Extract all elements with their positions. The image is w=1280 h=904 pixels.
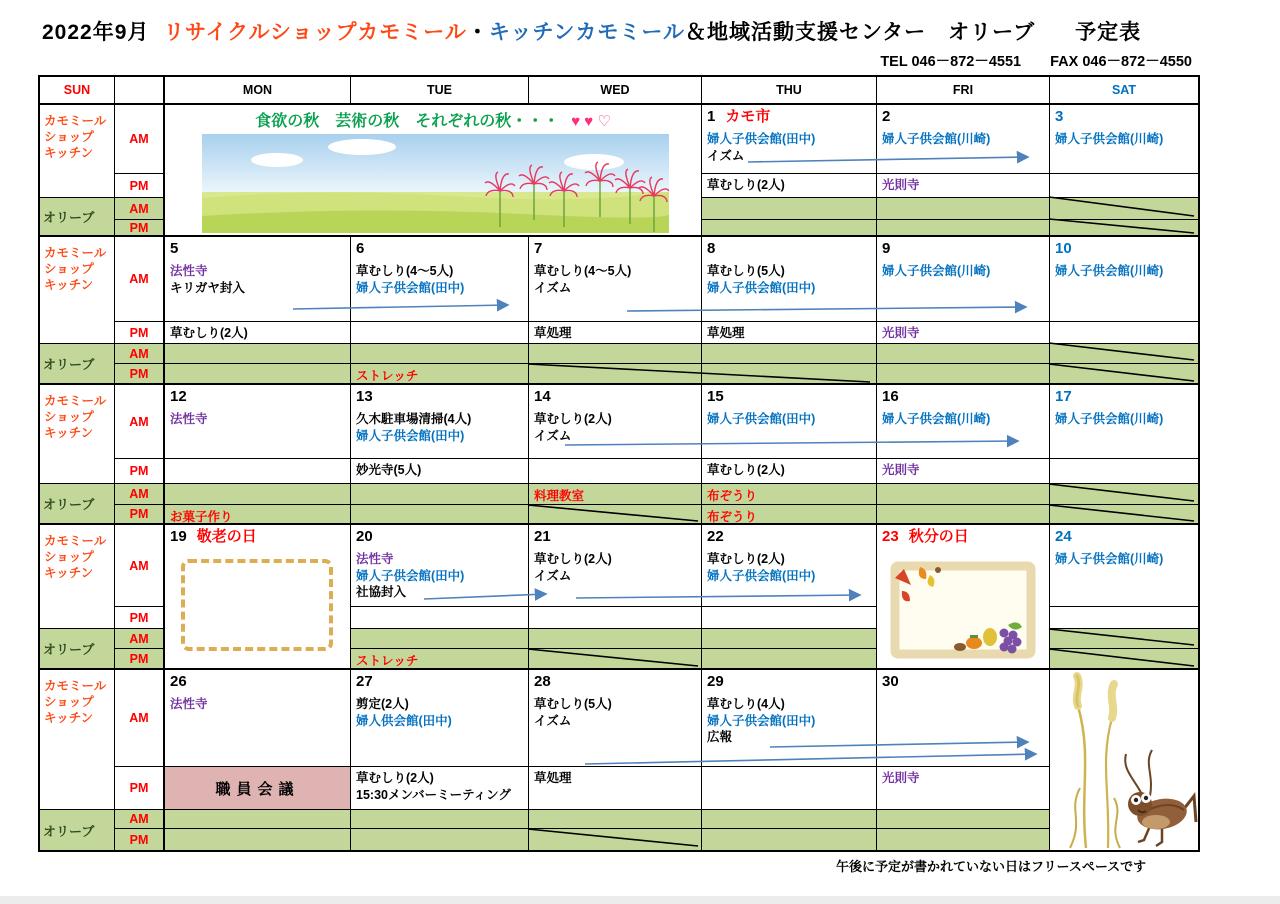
olive-cell — [702, 810, 877, 829]
header-wed: WED — [529, 77, 702, 105]
am-label: AM — [115, 344, 165, 364]
event-line: 草むしり(5人) — [534, 697, 612, 711]
autumn-banner: 食欲の秋 芸術の秋 それぞれの秋・・・ ♥ ♥ ♡ — [255, 113, 611, 130]
day-number: 29 — [707, 673, 724, 690]
day-cell-2-am — [877, 105, 1050, 174]
day-cell-12-pm — [165, 459, 351, 484]
olive-cell — [877, 829, 1050, 850]
olive-cell-crossed — [529, 505, 702, 525]
pm-label: PM — [115, 829, 165, 850]
olive-cell-crossed — [1050, 198, 1198, 220]
grain-frame-art — [181, 559, 333, 651]
olive-cell — [351, 364, 529, 385]
event-line: 草むしり(2人) — [534, 552, 612, 566]
day-number: 14 — [534, 388, 551, 405]
day-number: 13 — [356, 388, 373, 405]
page-title — [42, 16, 1141, 46]
footer-note: 午後に予定が書かれていない日はフリースペースです — [836, 859, 1147, 874]
olive-cell-crossed — [1050, 364, 1198, 385]
day-cell-7-am — [529, 237, 702, 322]
day-number: 3 — [1055, 108, 1064, 125]
day-cell-22-am — [702, 525, 877, 607]
event-line: 婦人子供会館(田中) — [707, 568, 816, 583]
am-label: AM — [115, 237, 165, 322]
pear-icon — [983, 628, 997, 646]
olive-cell-crossed — [1050, 629, 1198, 649]
event-line: 草むしり(2人) — [707, 463, 785, 477]
day-cell-23-holiday — [877, 525, 1050, 670]
event-label: カモ市 — [725, 108, 771, 125]
day-number: 6 — [356, 240, 365, 257]
event-line: 婦人子供会館(川崎) — [1055, 264, 1164, 278]
event-line: 社協封入 — [356, 585, 407, 599]
olive-cell — [351, 629, 529, 649]
olive-cell — [877, 198, 1050, 220]
event-line: 光則寺 — [882, 463, 920, 477]
day-cell-14-pm — [529, 459, 702, 484]
day-cell-30-pm — [877, 767, 1050, 810]
day-cell-2-pm — [877, 174, 1050, 198]
olive-cell-crossed — [529, 364, 702, 385]
title-shop2: キッチンカモミール — [488, 21, 685, 44]
olive-cell-crossed — [1050, 505, 1198, 525]
day-cell-30-am — [877, 670, 1050, 767]
day-number: 27 — [356, 673, 373, 690]
header-fri: FRI — [877, 77, 1050, 105]
olive-cell-crossed — [1050, 220, 1198, 237]
event-line: 草処理 — [534, 326, 572, 340]
day-number: 20 — [356, 528, 373, 545]
day-cell-5-pm — [165, 322, 351, 344]
week-label-kamomile: カモミール ショップ キッチン — [40, 670, 115, 810]
event-line: イズム — [707, 148, 745, 163]
week-label-olive: オリーブ — [40, 484, 115, 525]
event-line: 婦人子供会館(川崎) — [1055, 412, 1164, 426]
olive-cell-crossed — [529, 649, 702, 670]
event-line: 光則寺 — [882, 771, 920, 785]
day-number: 24 — [1055, 528, 1072, 545]
header-tue: TUE — [351, 77, 529, 105]
olive-cell — [702, 220, 877, 237]
day-cell-17-pm — [1050, 459, 1198, 484]
nut-icon — [954, 643, 966, 651]
olive-cell — [877, 344, 1050, 364]
olive-event: 布ぞうり — [707, 510, 758, 524]
week-label-kamomile: カモミール ショップ キッチン — [40, 385, 115, 484]
olive-cell — [702, 344, 877, 364]
event-line: イズム — [534, 713, 572, 728]
day-cell-20-pm — [351, 607, 529, 629]
day-cell-17-am — [1050, 385, 1198, 459]
olive-cell — [351, 484, 529, 505]
event-line: 草むしり(4人) — [707, 697, 785, 711]
day-number: 17 — [1055, 388, 1072, 405]
day-cell-19-holiday — [165, 525, 351, 670]
event-line: 法性寺 — [356, 552, 394, 566]
am-label: AM — [115, 198, 165, 220]
pm-label: PM — [115, 459, 165, 484]
day-cell-8-pm — [702, 322, 877, 344]
hearts-icon: ♥ ♥ ♡ — [571, 113, 611, 130]
olive-cell — [702, 198, 877, 220]
title-sep: ・ — [466, 21, 489, 44]
event-line: 婦人子供会館(田中) — [707, 412, 816, 426]
cloud-icon — [564, 154, 624, 170]
persimmon-icon — [966, 637, 982, 649]
event-line: 婦人子供会館(川崎) — [1055, 132, 1164, 146]
acorn-icon — [935, 567, 941, 573]
olive-cell — [529, 629, 702, 649]
day-number: 26 — [170, 673, 187, 690]
olive-cell — [165, 505, 351, 525]
week-label-kamomile: カモミール ショップ キッチン — [40, 105, 115, 198]
event-line: 草処理 — [707, 326, 745, 340]
cloud-icon — [328, 139, 396, 155]
pm-label: PM — [115, 364, 165, 385]
day-cell-26-am — [165, 670, 351, 767]
olive-cell — [165, 484, 351, 505]
day-cell-16-pm — [877, 459, 1050, 484]
day-cell-28-am — [529, 670, 702, 767]
day-cell-9-am — [877, 237, 1050, 322]
event-line: 久木駐車場清掃(4人) — [356, 412, 472, 426]
header-blank — [115, 77, 165, 105]
day-number: 30 — [882, 673, 899, 690]
day-cell-3-am — [1050, 105, 1198, 174]
day-cell-29-am — [702, 670, 877, 767]
event-line: 婦人子供会館(川崎) — [882, 264, 991, 278]
event-line: 草むしり(2人) — [534, 412, 612, 426]
header-sun: SUN — [40, 77, 115, 105]
title-sched: 予定表 — [1075, 21, 1142, 44]
pm-label: PM — [115, 220, 165, 237]
event-line: 草処理 — [534, 771, 572, 785]
event-line: 婦人供会館(田中) — [356, 713, 452, 728]
olive-cell — [702, 629, 877, 649]
day-number: 2 — [882, 108, 891, 125]
day-cell-5-am — [165, 237, 351, 322]
day-cell-14-am — [529, 385, 702, 459]
pm-label: PM — [115, 767, 165, 810]
olive-cell-crossed — [529, 829, 702, 850]
event-line: 法性寺 — [170, 412, 208, 426]
day-number: 23 — [882, 528, 899, 545]
pampas-grass-cricket-art — [1050, 670, 1198, 850]
event-line: 妙光寺(5人) — [356, 463, 422, 477]
pm-label: PM — [115, 505, 165, 525]
day-cell-27-pm — [351, 767, 529, 810]
event-line: 光則寺 — [882, 178, 920, 192]
olive-event: ストレッチ — [356, 369, 419, 383]
olive-cell — [165, 344, 351, 364]
event-line: 草むしり(2人) — [170, 326, 248, 340]
olive-event: 布ぞうり — [707, 489, 758, 503]
day-cell-10-am — [1050, 237, 1198, 322]
day-number: 8 — [707, 240, 716, 257]
olive-cell — [702, 484, 877, 505]
olive-cell — [877, 364, 1050, 385]
event-line: 草むしり(4～5人) — [356, 264, 454, 278]
title-shop1: リサイクルショップカモミール — [163, 21, 467, 44]
day-cell-12-am — [165, 385, 351, 459]
olive-cell-crossed — [702, 364, 877, 385]
week-label-olive: オリーブ — [40, 810, 115, 850]
olive-cell-crossed — [1050, 484, 1198, 505]
day-cell-21-pm — [529, 607, 702, 629]
autumn-field-art — [202, 134, 669, 233]
day-cell-7-pm — [529, 322, 702, 344]
week-label-olive: オリーブ — [40, 629, 115, 670]
olive-cell — [351, 649, 529, 670]
olive-cell — [877, 220, 1050, 237]
event-line: 婦人子供会館(川崎) — [1055, 552, 1164, 566]
event-line: 草むしり(5人) — [707, 264, 785, 278]
event-line: キリガヤ封入 — [170, 280, 245, 295]
day-cell-27-am — [351, 670, 529, 767]
olive-cell-crossed — [1050, 344, 1198, 364]
week1-art-cell — [165, 105, 702, 237]
event-line: イズム — [534, 568, 572, 583]
event-line: 婦人子供会館(川崎) — [882, 412, 991, 426]
event-line: 剪定(2人) — [356, 697, 409, 711]
pm-label: PM — [115, 649, 165, 670]
day-number: 5 — [170, 240, 179, 257]
olive-event: お菓子作り — [170, 510, 233, 524]
day-cell-9-pm — [877, 322, 1050, 344]
day-number: 12 — [170, 388, 187, 405]
day-number: 10 — [1055, 240, 1072, 257]
day-cell-6-pm — [351, 322, 529, 344]
event-line: 草むしり(2人) — [707, 178, 785, 192]
day-cell-21-am — [529, 525, 702, 607]
olive-cell-crossed — [1050, 649, 1198, 670]
title-month: 2022年9月 — [42, 21, 150, 44]
day-cell-24-pm — [1050, 607, 1198, 629]
contact-line: TEL 046－872－4551 FAX 046－872－4550 — [880, 54, 1192, 70]
day-number: 9 — [882, 240, 891, 257]
event-line: 草むしり(4～5人) — [534, 264, 632, 278]
event-line: 婦人子供会館(田中) — [356, 568, 465, 583]
am-label: AM — [115, 525, 165, 607]
autumn-fruits-frame-art — [890, 561, 1036, 659]
day-number: 19 — [170, 528, 187, 545]
week-label-kamomile: カモミール ショップ キッチン — [40, 525, 115, 629]
olive-cell — [877, 484, 1050, 505]
event-line: 婦人子供会館(田中) — [707, 132, 816, 146]
event-line: 広報 — [707, 730, 733, 744]
title-rest: ＆地域活動支援センター オリーブ — [685, 21, 1036, 44]
pm-label: PM — [115, 607, 165, 629]
olive-cell — [351, 829, 529, 850]
event-line: 草むしり(2人) — [356, 771, 434, 785]
week-label-kamomile: カモミール ショップ キッチン — [40, 237, 115, 344]
am-label: AM — [115, 105, 165, 174]
am-label: AM — [115, 629, 165, 649]
day-cell-28-pm — [529, 767, 702, 810]
olive-cell — [529, 810, 702, 829]
header-thu: THU — [702, 77, 877, 105]
am-label: AM — [115, 385, 165, 459]
day-cell-13-am — [351, 385, 529, 459]
day-cell-22-pm — [702, 607, 877, 629]
olive-event: 料理教室 — [534, 489, 585, 503]
week5-sat-art-cell — [1050, 670, 1198, 850]
event-line: 婦人子供会館(田中) — [707, 713, 816, 728]
calendar-table — [38, 75, 1200, 852]
event-line: 法性寺 — [170, 264, 208, 278]
day-cell-8-am — [702, 237, 877, 322]
header-sat: SAT — [1050, 77, 1198, 105]
olive-cell — [529, 344, 702, 364]
day-number: 28 — [534, 673, 551, 690]
day-number: 16 — [882, 388, 899, 405]
day-cell-1-am — [702, 105, 877, 174]
day-cell-1-pm — [702, 174, 877, 198]
event-line: 法性寺 — [170, 697, 208, 711]
olive-cell — [702, 505, 877, 525]
am-label: AM — [115, 670, 165, 767]
staff-meeting-cell: 職員会議 — [165, 767, 351, 810]
event-line: イズム — [534, 428, 572, 443]
week-label-olive: オリーブ — [40, 344, 115, 385]
holiday-label: 秋分の日 — [908, 528, 969, 545]
am-label: AM — [115, 810, 165, 829]
am-label: AM — [115, 484, 165, 505]
day-cell-15-pm — [702, 459, 877, 484]
day-cell-10-pm — [1050, 322, 1198, 344]
day-number: 7 — [534, 240, 543, 257]
olive-event: ストレッチ — [356, 654, 419, 668]
olive-cell — [165, 829, 351, 850]
event-line: 婦人子供会館(川崎) — [882, 132, 991, 146]
pm-label: PM — [115, 174, 165, 198]
week-label-olive: オリーブ — [40, 198, 115, 237]
olive-cell — [165, 364, 351, 385]
event-line: 光則寺 — [882, 326, 920, 340]
olive-cell — [877, 810, 1050, 829]
header-mon: MON — [165, 77, 351, 105]
event-line: 婦人子供会館(田中) — [356, 280, 465, 295]
day-cell-13-pm — [351, 459, 529, 484]
olive-cell — [165, 810, 351, 829]
event-line: 草むしり(2人) — [707, 552, 785, 566]
event-line: 婦人子供会館(田中) — [707, 280, 816, 295]
olive-cell — [877, 505, 1050, 525]
day-cell-24-am — [1050, 525, 1198, 607]
olive-cell — [351, 344, 529, 364]
event-line: 15:30メンバーミーティング — [356, 788, 511, 802]
cloud-icon — [251, 153, 303, 167]
olive-cell — [529, 484, 702, 505]
day-cell-16-am — [877, 385, 1050, 459]
olive-cell — [702, 829, 877, 850]
event-line: イズム — [534, 280, 572, 295]
olive-cell — [351, 505, 529, 525]
holiday-label: 敬老の日 — [196, 528, 257, 545]
pm-label: PM — [115, 322, 165, 344]
day-number: 21 — [534, 528, 551, 545]
day-cell-15-am — [702, 385, 877, 459]
event-line: 婦人子供会館(田中) — [356, 428, 465, 443]
day-number: 15 — [707, 388, 724, 405]
page-edge — [0, 896, 1280, 904]
day-cell-20-am — [351, 525, 529, 607]
day-cell-29-pm — [702, 767, 877, 810]
olive-cell — [351, 810, 529, 829]
day-number: 1 — [707, 108, 716, 125]
day-cell-3-pm — [1050, 174, 1198, 198]
day-cell-6-am — [351, 237, 529, 322]
cricket-icon — [1125, 750, 1196, 846]
day-number: 22 — [707, 528, 724, 545]
olive-cell — [702, 649, 877, 670]
